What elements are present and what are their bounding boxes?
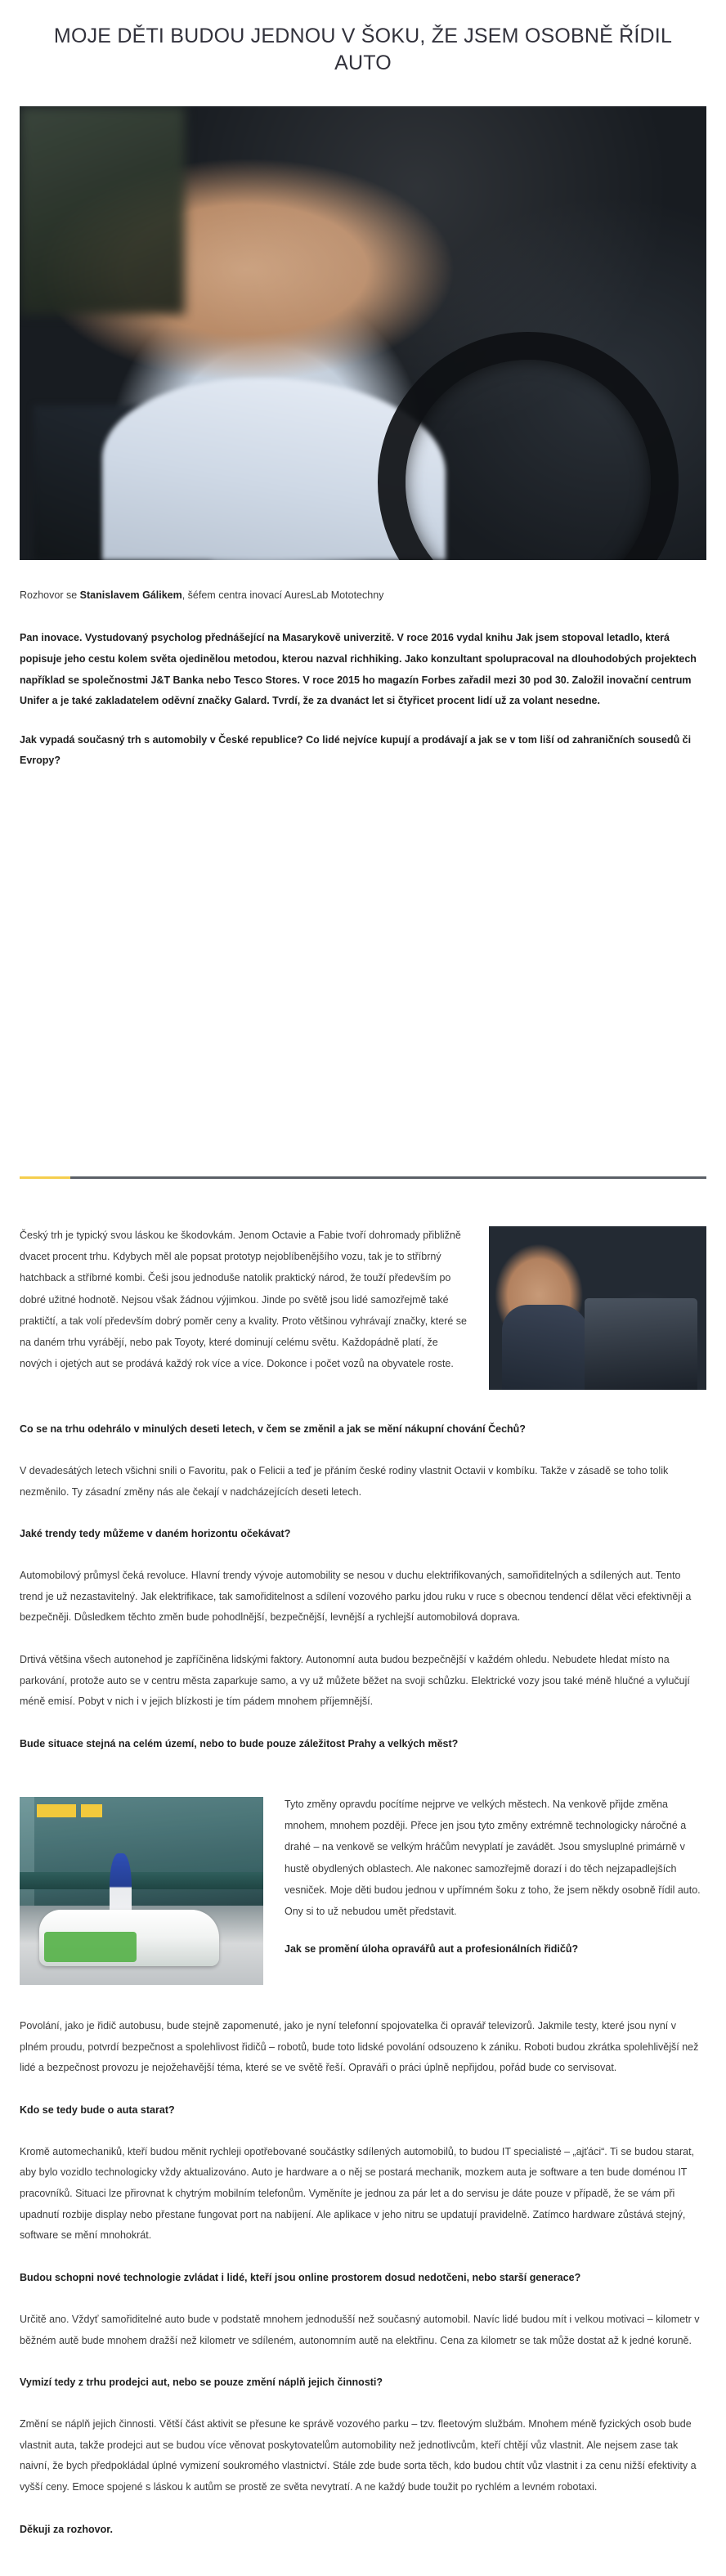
credit-prefix: Rozhovor se [20, 589, 80, 601]
credit-suffix: , šéfem centra inovací AuresLab Mototechny [182, 589, 384, 601]
car-green-wrap-shape [44, 1932, 137, 1962]
awning-shape [20, 1872, 263, 1889]
page-title-container [0, 0, 726, 82]
question-6: Kdo se tedy bude o auta starat? [20, 2103, 175, 2116]
article-section-3 [0, 1776, 726, 1998]
answer-1-column [20, 1225, 468, 1391]
hero-window-area [20, 106, 185, 315]
answer-1: Český trh je typický svou láskou ke škodovkám. Jenom Octavie a Fabie tvoří dohromady přibližně dvacet procent trhu. Kdybych měl ale popsat prototyp nejoblíbenějšího vozu, tak je to stříbrný hatchback a stříbrné kombi. Češi jsou jednoduše natolik praktický národ, že touží především po dobré užitné hodnotě. Nejsou však žádnou výjimkou. Jinde po světě jsou lidé samozřejmě také praktičtí, a tak volí především dobrý poměr ceny a kvality. Proto většinou vyhrávají značky, které se na daném trhu vyrábějí, nebo pak Toyoty, které dominují celému světu. Každopádně platí, že nových i ojetých aut se prodává každý rok více a více. Dokonce i počet vozů na obyvatele roste. [20, 1229, 467, 1370]
question-8: Vymizí tedy z trhu prodejci aut, nebo se pouze změní náplň jejich činnosti? [20, 2377, 383, 2389]
question-5: Jak se promění úloha opravářů aut a profesionálních řidičů? [285, 1943, 579, 1956]
embedded-content-spacer [0, 792, 726, 1176]
article-body-top [0, 560, 726, 771]
divider-accent [20, 1176, 70, 1179]
closing-line: Děkuji za rozhovor. [20, 2523, 113, 2535]
answer-4-column [285, 1794, 706, 1977]
interview-credit [20, 588, 706, 603]
credit-name: Stanislavem Gálikem [79, 589, 182, 601]
article-section-2 [0, 1401, 726, 1754]
section-divider [20, 1176, 706, 1179]
intro-paragraph: Pan inovace. Vystudovaný psycholog přednášející na Masarykově univerzitě. V roce 2016 vydal knihu Jak jsem stopoval letadlo, která popisuje jeho cestu kolem světa ojedinělou metodou, kterou nazval richhiking. Jako konzultant spolupracoval na dlouhodobých projektech například se společnostmi J&T Banka nebo Tesco Stores. V roce 2015 ho magazín Forbes zařadil mezi 30 pod 30. Založil inovační centrum Unifer a je také zakladatelem oděvní značky Galard. Tvrdí, že za dvanáct let si čtyřicet procent lidí už za volant nesedne. [20, 632, 697, 707]
steering-wheel-shape [378, 332, 679, 560]
answer-6: Kromě automechaniků, kteří budou měnit rychleji opotřebované součástky sdílených automobilů, to budou IT specialisté – „ajťáci“. Ti se budou starat, aby bylo vozidlo technologicky vždy aktualizováno. Auto je hardware a o něj se postará mechanik, mozkem auta je software a ten bude doménou IT pracovníků. Situaci lze přirovnat k chytrým mobilním telefonům. Vyměníte je jednou za pár let a do servisu je dáte pouze v případě, že se vám při upadnutí rozbije display nebo přestane fungovat port na nabíjení. Ale aplikace v jeho nitru se updatují pravidelně. Zatímco hardware zůstává stejný, software se mění mnohokrát. [20, 2145, 695, 2242]
answer-5: Povolání, jako je řidič autobusu, bude stejně zapomenuté, jako je nyní telefonní spojovatelka či opravář televizorů. Jakmile testy, které jsou nyní v plném proudu, potvrdí bezpečnost a spolehlivost řidičů – robotů, bude toto lidské povolání odsouzeno k zániku. Roboti budou zkrátka spolehlivější než lidé a bezpečnost provozu je nejožehavější téma, které se ve světě řeší. Opraváři o práci úplně nepřijdou, pořád bude co servisovat. [20, 2019, 699, 2074]
article-section-1 [0, 1207, 726, 1401]
hero-photo-backdrop [20, 106, 706, 560]
figure-office-photo [489, 1226, 706, 1390]
page-bottom-spacer [0, 2561, 726, 2576]
answer-4: Tyto změny opravdu pocítíme nejprve ve velkých městech. Na venkově přijde změna mnohem, mnohem později. Přece jen jsou tyto změny extrémně technologicky náročné a drahé – na venkově se velkým hráčům nevyplatí je zavádět. Jsou smysluplné primárně v hustě obydlených oblastech. Ale nakonec samozřejmě dorazí i do těch nejzapadlejších vesniček. Moje děti budou jednou v upřímném šoku z toho, že jsem někdy osobně řídil auto. Ony si to už nebudou umět představit. [285, 1798, 701, 1918]
answer-8: Změní se náplň jejich činnosti. Větší část aktivit se přesune ke správě vozového parku – tzv. fleetovým službám. Mnohem méně fyzických osob bude vlastnit auta, takže prodejci aut se budou více věnovat poskytovatelům automobility než jednotlivcům, kteří chtějí vůz vlastnit. Ale nejsem zase tak naivní, že bych předpokládal úplné vymizení soukromého vlastnictví. Stále zde bude sorta těch, kdo budou chtít vůz vlastnit i za cenu nižší efektivity a vyšší ceny. Emoce spojené s láskou k autům se prostě ze světa nevytratí. A ne každý bude toužit po rychlém a levném robotaxi. [20, 2418, 697, 2493]
answer-7: Určitě ano. Vždyť samořiditelné auto bude v podstatě mnohem jednodušší než současný automobil. Navíc lidé budou mít i velkou motivaci – kilometr v běžném autě bude mnohem dražší než kilometr ve sdíleném, autonomním autě na elektřinu. Cena za kilometr se tak může dostat až k jedné koruně. [20, 2313, 700, 2346]
answer-3: Automobilový průmysl čeká revoluce. Hlavní trendy vývoje automobility se nesou v duchu elektrifikovaných, samořiditelných a sdílených aut. Tento trend je už nezastavitelný. Jak elektrifikace, tak samořiditelnost a sdílení vozového parku jdou ruku v ruce s obecnou tendencí dělat věci efektivněji a bezpečněji. Důsledkem těchto změn bude pohodlnější, bezpečnější, levnější a rychlejší automobilová doprava. [20, 1570, 692, 1624]
question-4: Bude situace stejná na celém území, nebo to bude pouze záležitost Prahy a velkých měst? [20, 1737, 459, 1749]
question-7: Budou schopni nové technologie zvládat i lidé, kteří jsou online prostorem dosud nedotčeni, nebo starší generace? [20, 2271, 581, 2283]
figure-office [489, 1226, 706, 1390]
question-3: Jaké trendy tedy můžeme v daném horizontu očekávat? [20, 1528, 291, 1540]
sign-shape-1 [37, 1804, 76, 1817]
answer-3b: Drtivá většina všech autonehod je zapříčiněna lidskými faktory. Autonomní auta budou bezpečnější v každém ohledu. Nebudete hledat místo na parkování, protože auto se v centru města zaparkuje samo, a vy už můžete běžet na svoji schůzku. Elektrické vozy jsou také méně hlučné a vylučují méně emisí. Pobyt v nich i v jejich blízkosti je tím pádem mnohem příjemnější. [20, 1654, 690, 1708]
question-1: Jak vypadá současný trh s automobily v České republice? Co lidé nejvíce kupují a prodávají a jak se v tom liší od zahraničních sousedů či Evropy? [20, 733, 692, 766]
figure-street [20, 1797, 263, 1985]
hero-image [20, 106, 706, 560]
sign-shape-2 [81, 1804, 103, 1817]
article-section-4 [0, 1998, 726, 2540]
question-2: Co se na trhu odehrálo v minulých deseti letech, v čem se změnil a jak se mění nákupní chování Čechů? [20, 1422, 526, 1435]
figure-street-photo [20, 1797, 263, 1985]
page-title: MOJE DĚTI BUDOU JEDNOU V ŠOKU, ŽE JSEM OSOBNĚ ŘÍDIL AUTO [53, 25, 673, 74]
answer-2: V devadesátých letech všichni snili o Favoritu, pak o Felicii a teď je přáním české rodiny vlastnit Octavii v kombíku. Takže v zásadě se toho tolik nezměnilo. Ty zásadní změny nás ale čekají v nadcházejících deseti letech. [20, 1464, 669, 1498]
